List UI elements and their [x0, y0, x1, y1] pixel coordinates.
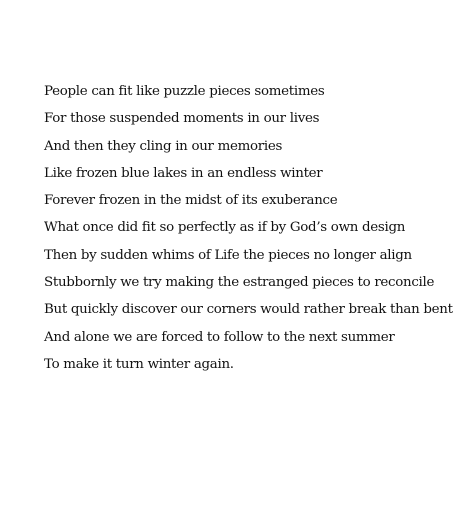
- poem-line: To make it turn winter again.: [44, 356, 234, 372]
- poem-line: And alone we are forced to follow to the next summer: [44, 329, 395, 345]
- poem-line: Stubbornly we try making the estranged pieces to reconcile: [44, 275, 435, 291]
- poem-line: But quickly discover our corners would rather break than bent: [44, 302, 453, 318]
- poem-line: And then they cling in our memories: [44, 138, 283, 154]
- poem-line: Forever frozen in the midst of its exuberance: [44, 193, 338, 209]
- poem-line: Then by sudden whims of Life the pieces no longer align: [44, 247, 412, 263]
- poem-line: Like frozen blue lakes in an endless winter: [44, 165, 323, 181]
- poem-body: [44, 78, 453, 378]
- poem-line: For those suspended moments in our lives: [44, 111, 320, 127]
- poem-line: People can fit like puzzle pieces sometimes: [44, 84, 325, 99]
- poem-line: What once did fit so perfectly as if by God’s own design: [44, 220, 406, 236]
